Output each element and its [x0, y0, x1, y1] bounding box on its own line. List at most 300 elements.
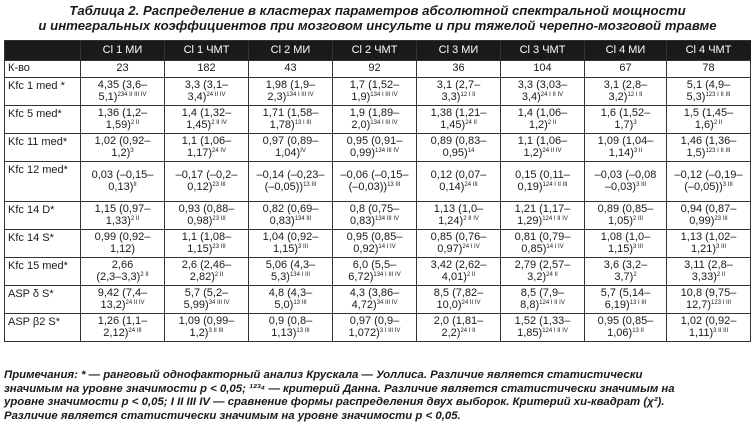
value-line-1: 3,1 (2,8– — [603, 79, 648, 91]
value-line-2 — [252, 244, 329, 256]
value-line-2 — [670, 120, 747, 132]
value-cell — [81, 162, 165, 202]
value-cell — [249, 134, 333, 162]
value-cell — [249, 230, 333, 258]
row-label: Kfc 14 D* — [5, 202, 81, 230]
value-text: 0,99) — [689, 214, 715, 227]
value-cell — [501, 78, 585, 106]
significance-marks: 134 III IV — [375, 215, 400, 222]
value-text: (2,3–3,3) — [96, 270, 141, 283]
value-text: 0,95) — [442, 146, 468, 159]
value-line-2 — [670, 216, 747, 228]
value-line-1: 2,66 — [111, 259, 134, 271]
value-line-2 — [84, 216, 161, 228]
value-text: 0,14) — [439, 180, 465, 193]
value-cell — [165, 286, 249, 314]
significance-marks: 134 I III IV — [373, 271, 401, 278]
value-line-1: 1,46 (1,36– — [680, 135, 737, 147]
value-line-2 — [504, 328, 581, 340]
significance-marks: 24 II — [465, 119, 477, 126]
significance-marks: 24 II IV — [206, 91, 226, 98]
value-line-2 — [420, 148, 497, 160]
value-line-1: 3,3 (3,03– — [517, 79, 568, 91]
value-line-2 — [84, 148, 161, 160]
value-line-1: 1,38 (1,21– — [430, 107, 487, 119]
value-cell — [81, 314, 165, 342]
significance-marks: 13 III — [303, 181, 317, 188]
value-cell — [249, 202, 333, 230]
value-line-1: 3,11 (2,8– — [684, 259, 733, 271]
value-text: 1,072) — [348, 326, 380, 339]
value-text: 1,45) — [440, 118, 466, 131]
value-line-2 — [588, 92, 663, 104]
table-notes — [4, 369, 750, 423]
value-text: 5,99) — [183, 298, 209, 311]
value-cell — [417, 258, 501, 286]
value-cell — [249, 78, 333, 106]
value-line-1: 0,95 (0,85– — [597, 315, 654, 327]
value-text: 3,2) — [527, 270, 547, 283]
value-text: 1,85) — [517, 326, 543, 339]
value-line-2 — [670, 148, 747, 160]
header-cell: Cl 2 ЧМТ — [333, 41, 417, 61]
value-line-2 — [588, 300, 663, 312]
value-line-2 — [670, 272, 747, 284]
value-cell — [585, 162, 667, 202]
value-cell — [501, 162, 585, 202]
value-line-2 — [84, 244, 161, 256]
value-cell — [417, 314, 501, 342]
value-cell — [81, 202, 165, 230]
row-label: Kfc 1 med * — [5, 78, 81, 106]
value-line-1: 10,8 (9,75– — [680, 287, 737, 299]
value-line-1: 1,6 (1,52– — [600, 107, 651, 119]
value-cell — [667, 78, 751, 106]
value-line-1: 4,3 (3,86– — [349, 287, 400, 299]
value-text: 0,97) — [437, 242, 463, 255]
value-cell — [81, 106, 165, 134]
value-line-1: 1,26 (1,1– — [97, 315, 148, 327]
value-text: 13,2) — [100, 298, 126, 311]
value-text: 2,12) — [103, 326, 129, 339]
value-text: 1,13) — [271, 326, 297, 339]
value-line-1: 0,94 (0,87– — [680, 203, 737, 215]
note-line-2: значимым на уровне значимости p < 0,05; ¹²³⁴ — критерий Данна. Различие является статистически значимым на — [4, 382, 675, 395]
value-text: 1,04) — [275, 146, 301, 159]
value-text: 3,7) — [614, 270, 634, 283]
value-line-1: 1,1 (1,06– — [181, 135, 232, 147]
value-cell — [585, 258, 667, 286]
value-cell — [249, 314, 333, 342]
value-line-2 — [588, 244, 663, 256]
value-line-2 — [336, 328, 413, 340]
significance-marks: 14 — [467, 147, 475, 154]
value-line-2 — [504, 244, 581, 256]
value-line-2 — [588, 182, 663, 194]
value-line-2 — [504, 272, 581, 284]
value-line-1: 0,9 (0,8– — [268, 315, 313, 327]
value-text: 1,24) — [438, 214, 464, 227]
significance-marks: 23 III — [212, 215, 226, 222]
value-line-2 — [84, 182, 161, 194]
value-line-2 — [252, 182, 329, 194]
value-line-2 — [504, 148, 581, 160]
count-cell: 104 — [501, 61, 585, 78]
value-line-2 — [336, 120, 413, 132]
value-text: 1,9) — [351, 90, 371, 103]
value-line-1: 3,1 (2,7– — [436, 79, 481, 91]
value-line-2 — [588, 272, 663, 284]
value-line-2 — [420, 216, 497, 228]
value-cell — [585, 78, 667, 106]
value-line-2 — [168, 216, 245, 228]
value-line-2 — [336, 300, 413, 312]
value-line-2 — [670, 244, 747, 256]
value-line-2 — [168, 272, 245, 284]
value-text: 3,4) — [521, 90, 541, 103]
header-cell: Cl 1 МИ — [81, 41, 165, 61]
significance-marks: 3 III — [633, 243, 644, 250]
value-cell — [667, 106, 751, 134]
significance-marks: 24 I II IV — [540, 91, 564, 98]
value-line-1: 0,82 (0,69– — [262, 203, 319, 215]
value-line-2 — [588, 216, 663, 228]
value-cell — [667, 230, 751, 258]
significance-marks: 3 II III — [713, 327, 729, 334]
value-cell — [417, 78, 501, 106]
value-text: 0,98) — [187, 214, 213, 227]
value-line-1: 9,42 (7,4– — [97, 287, 148, 299]
count-cell: 92 — [333, 61, 417, 78]
value-cell — [585, 202, 667, 230]
value-line-1: –0,03 (–0,08 — [594, 169, 657, 181]
value-cell — [501, 106, 585, 134]
value-line-2 — [84, 300, 161, 312]
value-cell — [501, 230, 585, 258]
value-text: 5,3) — [271, 270, 290, 283]
value-line-2 — [420, 328, 497, 340]
table-row — [5, 286, 751, 314]
value-line-1: 8,5 (7,9– — [520, 287, 565, 299]
significance-marks: 2 II — [214, 271, 224, 278]
value-cell — [667, 258, 751, 286]
value-line-1: 3,42 (2,62– — [430, 259, 487, 271]
significance-marks: 13 III — [293, 299, 307, 306]
value-line-2 — [252, 120, 329, 132]
table-body — [5, 78, 751, 342]
significance-marks: 3 I III IV — [379, 327, 401, 334]
value-cell — [333, 286, 417, 314]
row-label: Kfc 15 med* — [5, 258, 81, 286]
value-line-2 — [588, 120, 663, 132]
value-cell — [81, 258, 165, 286]
value-text: 2,82) — [189, 270, 215, 283]
value-line-1: –0,17 (–0,2– — [175, 169, 238, 181]
value-line-1: 1,02 (0,92– — [680, 315, 737, 327]
value-line-2 — [504, 92, 581, 104]
significance-marks: 124 I II IV — [542, 215, 568, 222]
table-row — [5, 78, 751, 106]
value-line-1: 6,0 (5,5– — [352, 259, 397, 271]
value-text: 5,0) — [274, 298, 294, 311]
significance-marks: 2 III — [633, 215, 644, 222]
row-label: Kfc 14 S* — [5, 230, 81, 258]
value-text: 1,21) — [690, 242, 717, 255]
value-cell — [333, 202, 417, 230]
value-line-1: 0,95 (0,85– — [346, 231, 403, 243]
value-line-1: 0,95 (0,91– — [346, 135, 403, 147]
significance-marks: 2 II — [140, 271, 149, 278]
significance-marks: 14 I IV — [378, 243, 396, 250]
significance-marks: 3 II III — [208, 327, 224, 334]
significance-marks: 13 III — [296, 327, 310, 334]
significance-marks: 134 III IV — [375, 147, 400, 154]
value-cell — [81, 230, 165, 258]
value-cell — [585, 314, 667, 342]
value-line-2 — [670, 182, 747, 194]
value-line-1: 1,4 (1,32– — [181, 107, 232, 119]
value-text: 0,19) — [517, 180, 543, 193]
value-text: 2,0) — [351, 118, 371, 131]
value-text: 4,72) — [351, 298, 377, 311]
value-line-1: 5,06 (4,3– — [265, 259, 316, 271]
value-line-1: 1,13 (1,02– — [680, 231, 737, 243]
value-line-1: 1,9 (1,89– — [349, 107, 400, 119]
header-cell — [5, 41, 81, 61]
significance-marks: 2 II — [130, 215, 140, 222]
value-cell — [667, 134, 751, 162]
row-label: ASP β2 S* — [5, 314, 81, 342]
value-line-1: 1,5 (1,45– — [683, 107, 734, 119]
value-line-2 — [336, 272, 413, 284]
table-row — [5, 202, 751, 230]
significance-marks: 24 IV — [212, 147, 227, 154]
value-text: 5,3) — [686, 90, 706, 103]
significance-marks: 2 II — [466, 271, 476, 278]
value-cell — [417, 202, 501, 230]
value-line-2 — [252, 300, 329, 312]
value-line-2 — [168, 328, 245, 340]
value-line-1: –0,14 (–0,23– — [256, 169, 325, 181]
value-text: 1,15) — [607, 242, 634, 255]
value-line-2 — [252, 148, 329, 160]
significance-marks: IV — [300, 147, 306, 154]
value-text: 0,83) — [269, 214, 295, 227]
value-line-1: 0,15 (0,11– — [515, 169, 570, 181]
row-label: Kfc 12 med* — [5, 162, 81, 202]
significance-marks: 2 II IV — [211, 119, 227, 126]
value-cell — [585, 286, 667, 314]
value-text: 6,19) — [604, 298, 630, 311]
value-line-1: 5,7 (5,2– — [184, 287, 229, 299]
significance-marks: 3 III — [298, 243, 309, 250]
value-cell — [501, 286, 585, 314]
count-row — [5, 61, 751, 78]
value-line-2 — [336, 148, 413, 160]
value-line-1: –0,12 (–0,19– — [674, 169, 743, 181]
significance-marks: 234 II III IV — [117, 91, 147, 98]
significance-marks: 24 II IV — [542, 147, 562, 154]
significance-marks: 3 II — [633, 147, 643, 154]
table-title-line-1: Таблица 2. Распределение в кластерах параметров абсолютной спектральной мощности — [69, 3, 686, 18]
value-text: 1,12) — [109, 242, 136, 255]
value-line-2 — [252, 92, 329, 104]
significance-marks: 13 II — [632, 327, 644, 334]
value-text: 0,92) — [353, 242, 379, 255]
table-row — [5, 106, 751, 134]
value-line-2 — [420, 120, 497, 132]
value-cell — [81, 134, 165, 162]
value-line-2 — [336, 182, 413, 194]
value-text: 1,05) — [607, 214, 634, 227]
significance-marks: 14 I IV — [546, 243, 564, 250]
value-text: (–0,05)) — [684, 180, 723, 193]
value-text: –0,03) — [604, 180, 637, 193]
significance-marks: 123 I III — [711, 299, 732, 306]
header-cell: Cl 4 МИ — [585, 41, 667, 61]
note-line-4: Различие является статистически значимым на уровне значимости p < 0,05. — [4, 409, 461, 422]
value-line-1: 0,8 (0,75– — [349, 203, 400, 215]
value-text: 12,7) — [685, 298, 712, 311]
value-line-1: 1,08 (1,0– — [600, 231, 651, 243]
value-cell — [249, 258, 333, 286]
significance-marks: 124 I II IV — [539, 299, 565, 306]
value-line-2 — [84, 120, 161, 132]
table-row — [5, 314, 751, 342]
significance-marks: 134 III — [294, 215, 312, 222]
value-line-2 — [168, 148, 245, 160]
value-line-1: 5,7 (5,14– — [600, 287, 651, 299]
value-line-1: 1,09 (1,04– — [597, 135, 654, 147]
table-row — [5, 134, 751, 162]
value-cell — [585, 230, 667, 258]
value-cell — [333, 78, 417, 106]
significance-marks: 2 II — [547, 119, 557, 126]
table-row — [5, 230, 751, 258]
significance-marks: 124 I II III — [542, 181, 568, 188]
value-line-2 — [336, 244, 413, 256]
row-label: Kfc 11 med* — [5, 134, 81, 162]
value-text: 0,85) — [521, 242, 547, 255]
significance-marks: 24 II IV — [125, 299, 145, 306]
value-text: 1,2) — [111, 146, 131, 159]
count-label: К-во — [5, 61, 81, 78]
value-line-1: 5,1 (4,9– — [686, 79, 731, 91]
value-text: 3,2) — [608, 90, 628, 103]
value-cell — [333, 162, 417, 202]
value-line-2 — [588, 148, 663, 160]
value-line-2 — [420, 272, 497, 284]
value-cell — [165, 162, 249, 202]
value-line-2 — [504, 182, 581, 194]
value-line-2 — [168, 92, 245, 104]
significance-marks: 123 I II III — [705, 91, 731, 98]
value-line-1: 2,6 (2,46– — [181, 259, 232, 271]
value-text: 1,2) — [523, 146, 543, 159]
table-row — [5, 258, 751, 286]
value-text: 4,01) — [441, 270, 467, 283]
value-cell — [165, 78, 249, 106]
value-line-1: –0,06 (–0,15– — [340, 169, 409, 181]
value-cell — [333, 230, 417, 258]
significance-marks: 12 I II — [627, 91, 643, 98]
data-table — [4, 40, 751, 342]
value-line-1: 0,97 (0,89– — [262, 135, 319, 147]
count-cell: 23 — [81, 61, 165, 78]
significance-marks: 2 II — [130, 119, 140, 126]
value-cell — [667, 314, 751, 342]
value-cell — [417, 162, 501, 202]
value-line-2 — [336, 216, 413, 228]
value-cell — [667, 162, 751, 202]
value-line-2 — [504, 300, 581, 312]
value-line-2 — [168, 120, 245, 132]
value-line-2 — [670, 300, 747, 312]
significance-marks: 34 III IV — [376, 299, 398, 306]
significance-marks: 134 I III — [289, 271, 310, 278]
value-line-2 — [670, 328, 747, 340]
value-line-2 — [252, 328, 329, 340]
significance-marks: 24 II — [546, 271, 558, 278]
significance-marks: 23 III — [714, 215, 728, 222]
value-text: 1,78) — [269, 118, 295, 131]
value-cell — [165, 230, 249, 258]
value-cell — [81, 78, 165, 106]
value-cell — [501, 258, 585, 286]
value-text: 3,33) — [691, 270, 717, 283]
value-text: 0,12) — [187, 180, 213, 193]
significance-marks: 134 I III IV — [370, 91, 398, 98]
value-text: 1,45) — [186, 118, 212, 131]
value-cell — [333, 314, 417, 342]
value-text: 1,15) — [272, 242, 299, 255]
value-line-2 — [420, 92, 497, 104]
value-text: 1,29) — [517, 214, 543, 227]
note-line-1: Примечания: * — ранговый однофакторный анализ Крускала — Уоллиса. Различие является статистически — [4, 369, 643, 381]
value-line-1: 1,36 (1,2– — [97, 107, 148, 119]
value-line-1: 2,79 (2,57– — [514, 259, 571, 271]
value-line-1: 0,99 (0,92– — [94, 231, 151, 243]
value-text: 1,6) — [694, 118, 714, 131]
value-line-1: 1,02 (0,92– — [94, 135, 151, 147]
value-line-1: 1,1 (1,06– — [517, 135, 568, 147]
value-line-1: 0,89 (0,85– — [597, 203, 654, 215]
significance-marks: 2 II — [716, 271, 726, 278]
significance-marks: 24 I IV — [462, 243, 480, 250]
value-line-1: 1,13 (1,0– — [433, 203, 484, 215]
value-line-1: 3,3 (3,1– — [184, 79, 229, 91]
header-cell: Cl 3 ЧМТ — [501, 41, 585, 61]
value-text: 1,7) — [614, 118, 634, 131]
value-text: 1,33) — [105, 214, 131, 227]
value-line-1: 4,8 (4,3– — [268, 287, 313, 299]
value-cell — [417, 134, 501, 162]
significance-marks: 124 I II IV — [542, 327, 568, 334]
value-cell — [249, 106, 333, 134]
count-cell: 67 — [585, 61, 667, 78]
value-text: (–0,05)) — [264, 180, 304, 193]
value-text: 1,2) — [189, 326, 209, 339]
value-text: 1,14) — [608, 146, 634, 159]
value-line-1: 0,81 (0,79– — [514, 231, 571, 243]
significance-marks: 23 III — [212, 181, 226, 188]
value-line-1: 0,85 (0,76– — [430, 231, 487, 243]
significance-marks: 13 I III — [629, 299, 647, 306]
value-line-1: 1,04 (0,92– — [262, 231, 319, 243]
value-cell — [501, 134, 585, 162]
value-cell — [165, 202, 249, 230]
value-text: (–0,03)) — [348, 180, 388, 193]
